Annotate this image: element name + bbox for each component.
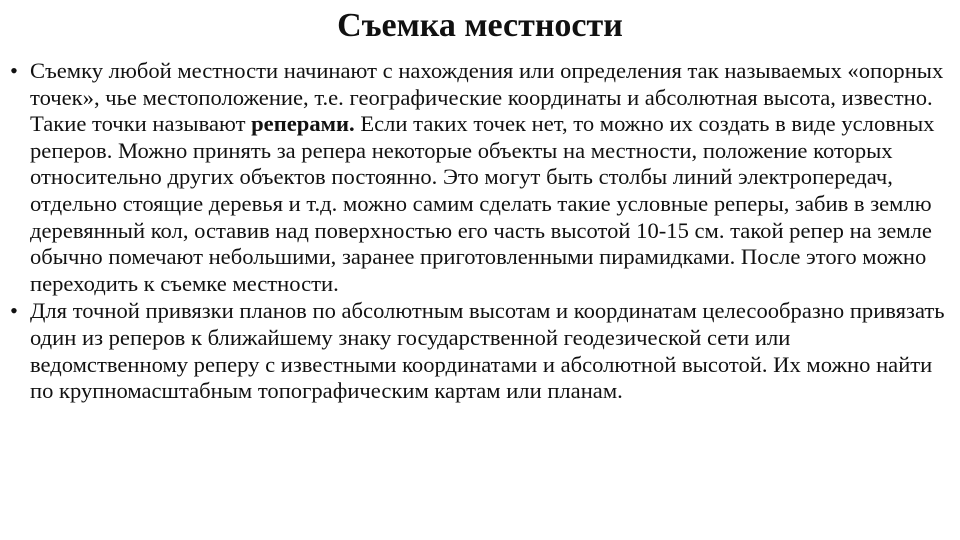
bullet-list (4, 58, 952, 406)
bullet-1-text-before: Съемку любой местности начинают с нахождения или определения так называемых «опорных точек», чье местоположение, т.е. географические координаты и абсолютная высота, известно. Такие точки называют (30, 58, 944, 137)
bullet-icon: • (10, 58, 18, 83)
bullet-text-1 (30, 58, 943, 296)
bullet-item-2 (4, 298, 952, 404)
bullet-icon: • (10, 298, 18, 324)
bullet-text-2: Для точной привязки планов по абсолютным высотам и координатам целесообразно привязать один из реперов к ближайшему знаку государственной геодезической сети или ведомственному реперу с известными координатами и абсолютной высотой. Их можно найти по крупномасштабным топографическим картам или планам. (30, 298, 945, 404)
slide-title: Съемка местности (337, 7, 623, 44)
bullet-item-1 (4, 58, 952, 297)
bullet-1-emphasis: реперами. (251, 111, 355, 137)
bullet-1-text-after: Если таких точек нет, то можно их создать в виде условных реперов. Можно принять за репера некоторые объекты на местности, положение которых относительно других объектов постоянно. Это могут быть столбы линий электропередач, отдельно стоящие деревья и т.д. можно самим сделать такие условные реперы, забив в землю деревянный кол, оставив над поверхностью его часть высотой 10-15 см. такой репер на земле обычно помечают небольшими, заранее приготовленными пирамидками. После этого можно переходить к съемке местности. (30, 111, 935, 296)
